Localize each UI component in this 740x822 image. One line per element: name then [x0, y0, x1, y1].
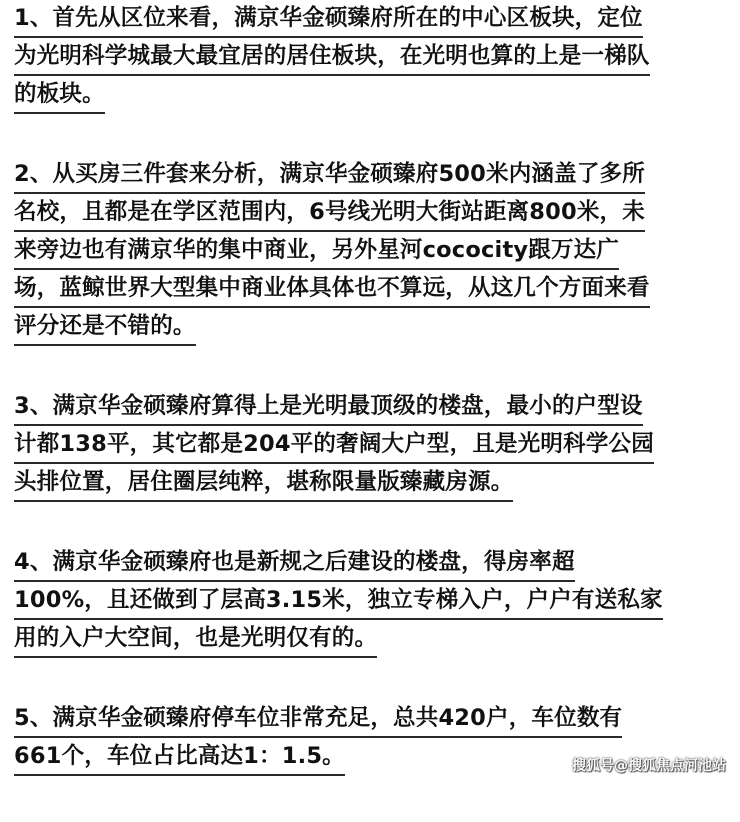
text-line: 2、从买房三件套来分析，满京华金硕臻府500米内涵盖了多所 — [14, 160, 645, 194]
text-line: 3、满京华金硕臻府算得上是光明最顶级的楼盘，最小的户型设 — [14, 392, 643, 426]
document-body — [14, 4, 730, 822]
text-line: 1、首先从区位来看，满京华金硕臻府所在的中心区板块，定位 — [14, 4, 643, 38]
text-line: 为光明科学城最大最宜居的居住板块，在光明也算的上是一梯队 — [14, 42, 650, 76]
text-line: 661个，车位占比高达1：1.5。 — [14, 742, 345, 776]
paragraph-4 — [14, 548, 730, 658]
watermark: 搜狐号@搜狐焦点河池站 — [572, 758, 726, 774]
paragraph-2 — [14, 160, 730, 346]
text-line: 名校，且都是在学区范围内，6号线光明大街站距离800米，未 — [14, 198, 645, 232]
text-line: 头排位置，居住圈层纯粹，堪称限量版臻藏房源。 — [14, 468, 513, 502]
paragraph-1 — [14, 4, 730, 114]
text-line: 4、满京华金硕臻府也是新规之后建设的楼盘，得房率超 — [14, 548, 575, 582]
paragraph-3 — [14, 392, 730, 502]
text-line: 用的入户大空间，也是光明仅有的。 — [14, 624, 377, 658]
text-line: 场，蓝鲸世界大型集中商业体具体也不算远，从这几个方面来看 — [14, 274, 650, 308]
text-line: 计都138平，其它都是204平的奢阔大户型，且是光明科学公园 — [14, 430, 654, 464]
text-line: 的板块。 — [14, 80, 105, 114]
text-line: 5、满京华金硕臻府停车位非常充足，总共420户，车位数有 — [14, 704, 622, 738]
text-line: 评分还是不错的。 — [14, 312, 196, 346]
text-line: 100%，且还做到了层高3.15米，独立专梯入户，户户有送私家 — [14, 586, 663, 620]
text-line: 来旁边也有满京华的集中商业，另外星河cococity跟万达广 — [14, 236, 619, 270]
